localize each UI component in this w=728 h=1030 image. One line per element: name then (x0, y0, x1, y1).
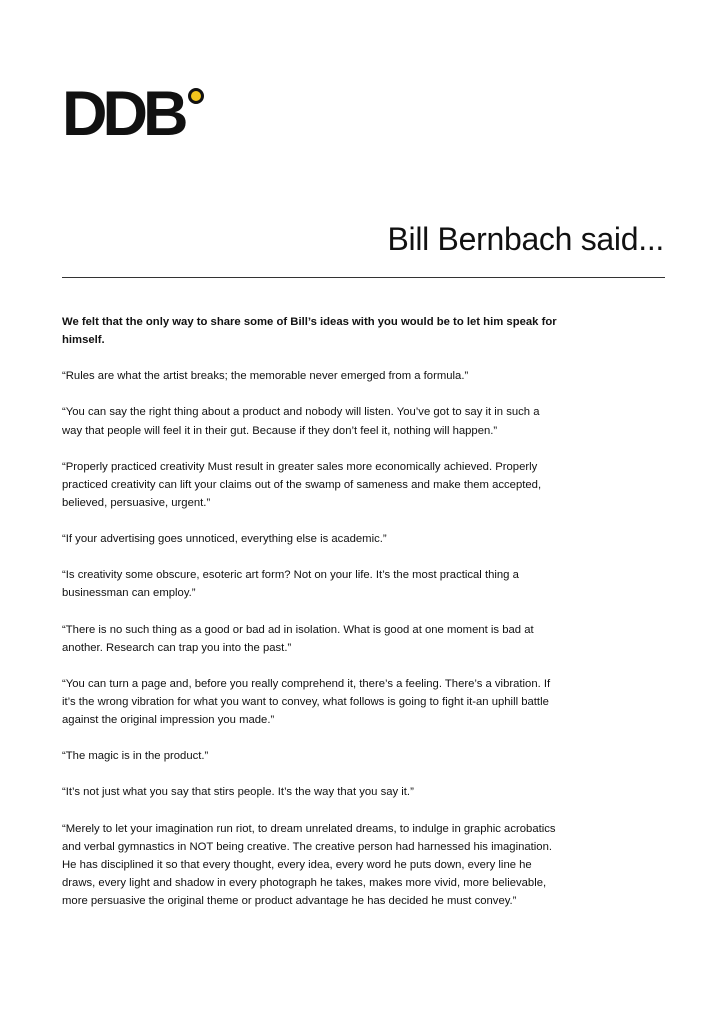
quote-paragraph: “You can say the right thing about a product and nobody will listen. You’ve got to say it in such a way that people will feel it in their gut. Because if they don’t feel it, nothing will happen.” (62, 406, 540, 437)
page-title: Bill Bernbach said... (387, 221, 664, 257)
quote-paragraph: “Is creativity some obscure, esoteric art form? Not on your life. It’s the most practical thing a businessman can employ.” (62, 569, 519, 600)
title-divider (62, 277, 665, 278)
quote-paragraph: “Merely to let your imagination run riot, to dream unrelated dreams, to indulge in graphic acrobatics and verbal gymnastics in NOT being creative. The creative person had harnessed his imagination. He has disciplined it so that every thought, every idea, every word he puts down, every line he draws, every light and shadow in every photograph he takes, makes more vivid, more believable, more persuasive the original theme or product advantage he has decided he must convey.” (62, 822, 556, 907)
intro-paragraph: We felt that the only way to share some of Bill’s ideas with you would be to let him speak for himself. (62, 316, 557, 347)
quote-paragraph: “There is no such thing as a good or bad ad in isolation. What is good at one moment is bad at another. Research can trap you into the past.” (62, 623, 534, 654)
document-body (62, 313, 562, 928)
logo-wordmark: DDB (62, 79, 184, 149)
quote-paragraph: “If your advertising goes unnoticed, everything else is academic.” (62, 533, 387, 546)
quote-paragraph: “It’s not just what you say that stirs people. It’s the way that you say it.” (62, 786, 414, 799)
quote-paragraph: “Rules are what the artist breaks; the memorable never emerged from a formula.” (62, 370, 469, 383)
quote-paragraph: “The magic is in the product.” (62, 750, 209, 763)
quote-paragraph: “You can turn a page and, before you really comprehend it, there’s a feeling. There’s a vibration. If it’s the wrong vibration for what you want to convey, what follows is going to fight it-an uphill battle against the original impression you made.” (62, 677, 551, 727)
ddb-logo (62, 79, 184, 149)
logo-dot-icon (188, 88, 204, 104)
quote-paragraph: “Properly practiced creativity Must result in greater sales more economically achieved. Properly practiced creativity can lift your claims out of the swamp of sameness and make them accepted, believed, persuasive, urgent.” (62, 460, 542, 509)
